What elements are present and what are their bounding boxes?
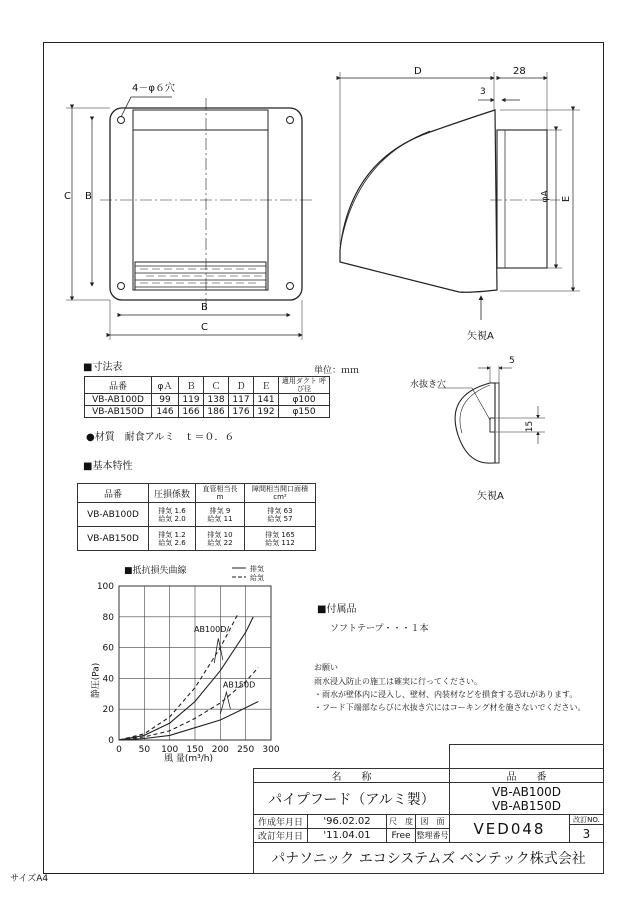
- model-number-1: VB-AB100D: [491, 784, 562, 799]
- view-a-label: 矢視A: [477, 491, 504, 502]
- cell-duct: φ100: [279, 394, 330, 406]
- scale-label: 尺 度: [386, 814, 416, 829]
- header-c: Ｃ: [204, 377, 229, 394]
- header-b: Ｂ: [179, 377, 204, 394]
- cell-d: 117: [229, 394, 254, 406]
- chart-x-tick-label: 300: [262, 745, 280, 755]
- chart-x-tick-label: 100: [161, 745, 179, 755]
- cell-model: VB-AB100D: [85, 394, 152, 406]
- header-d: Ｄ: [229, 377, 254, 394]
- header-area: 障間相当開口面積 cm²: [245, 484, 316, 503]
- chart-y-tick-label: 60: [102, 643, 114, 654]
- header-model: 品番: [85, 377, 152, 394]
- chart-y-tick-label: 80: [102, 612, 114, 623]
- cell-model: VB-AB150D: [78, 527, 149, 551]
- chart-annotation-leader-ab100d: [214, 638, 223, 663]
- cell-length: 排気 9 給気 11: [196, 503, 245, 527]
- cell-e: 192: [254, 406, 279, 418]
- chart-x-tick-label: 200: [211, 745, 229, 755]
- cell-phi-a: 146: [152, 406, 179, 418]
- dim-28: 28: [513, 66, 526, 77]
- dim-15: 15: [525, 420, 536, 433]
- title-block-top-box: [449, 744, 604, 769]
- chart-y-tick-label: 40: [102, 674, 114, 685]
- cell-loss: 排気 1.2 給気 2.6: [149, 527, 196, 551]
- dim-phi-a: φA: [540, 190, 551, 203]
- accessories-item: ソフトテープ・・・１本: [330, 624, 429, 634]
- dim-b-left: B: [85, 191, 92, 202]
- created-date: '96.02.02: [307, 814, 387, 829]
- header-phi-a: φＡ: [152, 377, 179, 394]
- header-duct: 適用ダクト 呼び径: [279, 377, 330, 394]
- cell-area: 排気 165 給気 112: [245, 527, 316, 551]
- cell-loss: 排気 1.6 給気 2.0: [149, 503, 196, 527]
- model-number-2: VB-AB150D: [491, 798, 562, 813]
- name-header: 名 称: [253, 768, 450, 783]
- scale-value: Free: [386, 828, 416, 843]
- view-arrow-a-label: 矢視A: [467, 331, 494, 342]
- chart-annotation-ab150d: AB150D: [222, 680, 256, 690]
- mgmt-label: 整理番号: [415, 828, 450, 843]
- notes-line-2: ・雨水が壁体内に浸入し、壁材、内装材などを損食する恐れがあります。: [314, 690, 578, 699]
- revised-date: '11.04.01: [307, 828, 387, 843]
- drawing-number: VED048: [449, 814, 570, 843]
- dim-c-left: C: [64, 191, 71, 202]
- dim-e: E: [561, 195, 573, 203]
- chart-y-tick-label: 0: [108, 736, 114, 746]
- dim-c-bottom: C: [201, 322, 208, 333]
- chart-x-tick-label: 250: [237, 745, 255, 755]
- notes-line-1: 雨水浸入防止の施工は確実に行ってください。: [314, 677, 482, 686]
- chart-annotation-ab100d: AB100D/: [193, 625, 230, 635]
- cell-area: 排気 63 給気 57: [245, 503, 316, 527]
- header-model: 品番: [78, 484, 149, 503]
- revision-number: 3: [569, 824, 604, 843]
- cell-model: VB-AB100D: [78, 503, 149, 527]
- chart-x-tick-label: 0: [116, 745, 122, 755]
- revision-label: 改訂NO.: [569, 814, 604, 825]
- cell-phi-a: 99: [152, 394, 179, 406]
- drain-hole-label: 水抜き穴: [410, 380, 447, 390]
- material-note: ●材質 耐食アルミ ｔ＝０．６: [86, 432, 235, 443]
- title-block: [253, 768, 604, 874]
- model-numbers: [449, 782, 604, 815]
- chart-ylabel: 静圧(Pa): [91, 662, 102, 699]
- header-length: 直管相当長 m: [196, 484, 245, 503]
- chart-x-tick-label: 50: [138, 745, 151, 755]
- holes-label: 4－φ６穴: [132, 83, 175, 94]
- cell-d: 176: [229, 406, 254, 418]
- cell-c: 138: [204, 394, 229, 406]
- cell-length: 排気 10 給気 22: [196, 527, 245, 551]
- chart-x-tick-label: 150: [186, 745, 204, 755]
- accessories-title: ■付属品: [317, 604, 357, 615]
- chart-legend-label: 給気: [250, 574, 264, 582]
- drawing-label: 図 面: [415, 814, 450, 829]
- cell-model: VB-AB150D: [85, 406, 152, 418]
- header-e: Ｅ: [254, 377, 279, 394]
- paper-size-label: サイズA4: [10, 874, 49, 884]
- chart-y-tick-label: 100: [96, 582, 114, 592]
- number-header: 品 番: [449, 768, 604, 783]
- cell-e: 141: [254, 394, 279, 406]
- dimension-table-unit: 単位：ｍｍ: [314, 366, 360, 376]
- created-label: 作成年月日: [253, 814, 308, 829]
- cell-b: 166: [179, 406, 204, 418]
- dim-5: 5: [509, 356, 515, 366]
- revised-label: 改訂年月日: [253, 828, 308, 843]
- company-name: パナソニック エコシステムズ ベンテック株式会社: [253, 842, 604, 874]
- dim-b-bottom: B: [201, 302, 208, 313]
- notes-line-3: ・フード下端部ならびに水抜き穴にはコーキング材を施さないでください。: [314, 703, 586, 712]
- dim-d: D: [414, 66, 422, 77]
- cell-duct: φ150: [279, 406, 330, 418]
- dimension-table-title: ■寸法表: [83, 362, 123, 373]
- dim-3: 3: [480, 87, 486, 97]
- chart-y-tick-label: 20: [102, 705, 114, 716]
- cell-b: 119: [179, 394, 204, 406]
- cell-c: 186: [204, 406, 229, 418]
- chart-title: ■抵抗損失曲線: [124, 566, 187, 576]
- notes-title: お願い: [314, 663, 338, 672]
- chart-xlabel: 風 量(m³/h): [164, 754, 213, 764]
- product-name: パイプフード（アルミ製）: [253, 782, 450, 815]
- header-loss: 圧損係数: [149, 484, 196, 503]
- chart-legend-label: 排気: [250, 565, 264, 573]
- basic-specs-title: ■基本特性: [83, 461, 133, 472]
